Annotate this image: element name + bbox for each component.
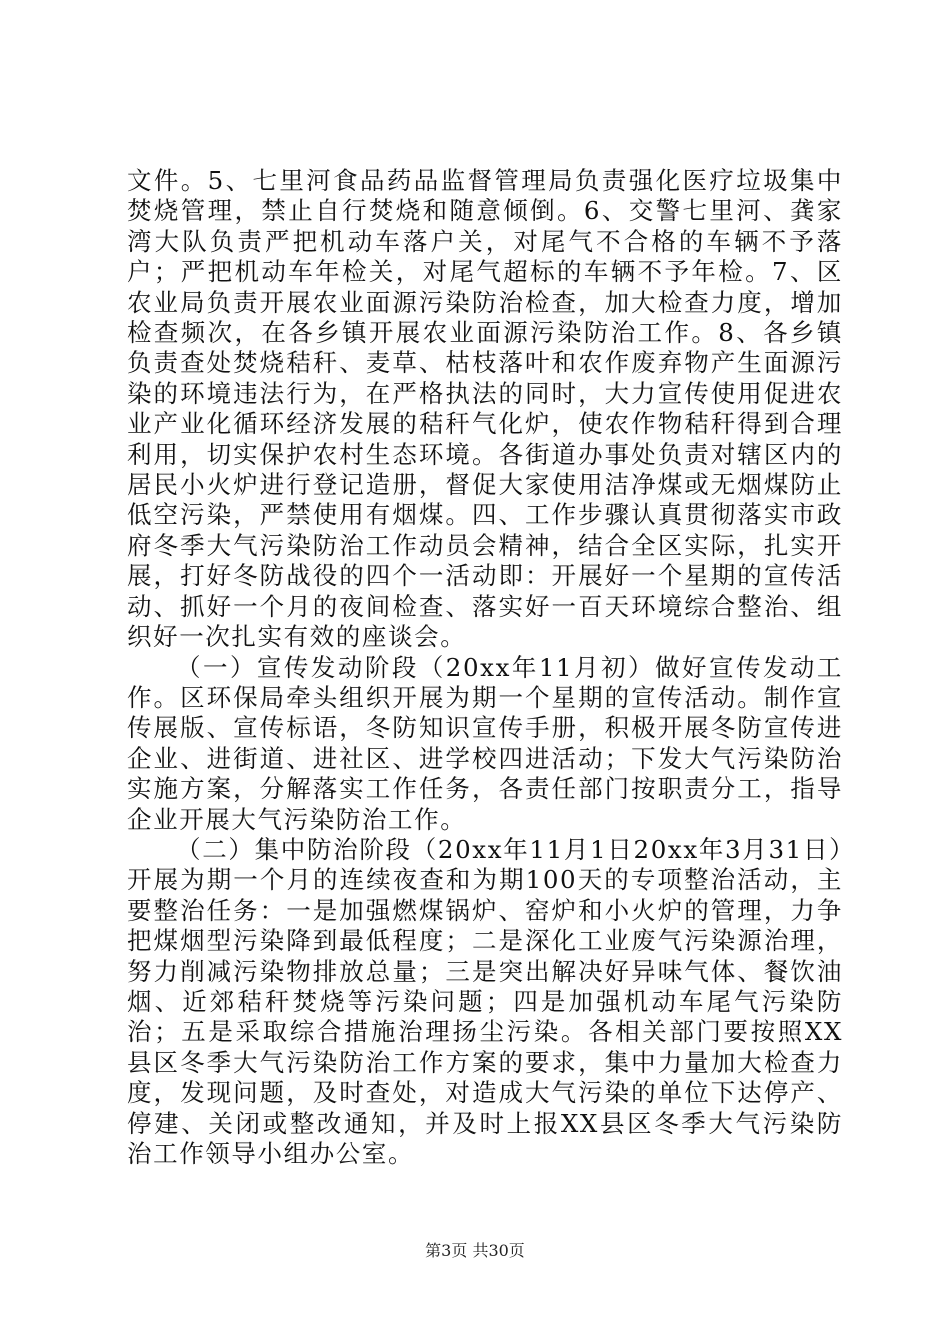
paragraph-concentrated-control-stage: （二）集中防治阶段（20xx年11月1日20xx年3月31日）开展为期一个月的连续夜查和为期100天的专项整治活动，主要整治任务：一是加强燃煤锅炉、窑炉和小火炉的管理，力争把煤烟型污染降到最低程度；二是深化工业废气污染源治理，努力削减污染物排放总量；三是突出解决好异味气体、餐饮油烟、近郊秸秆焚烧等污染问题；四是加强机动车尾气污染防治；五是采取综合措施治理扬尘污染。各相关部门要按照XX县区冬季大气污染防治工作方案的要求，集中力量加大检查力度，发现问题，及时查处，对造成大气污染的单位下达停产、停建、关闭或整改通知，并及时上报XX县区冬季大气污染防治工作领导小组办公室。 <box>127 834 843 1168</box>
page-number-footer: 第3页 共30页 <box>425 1241 525 1260</box>
paragraph-continuation: 文件。5、七里河食品药品监督管理局负责强化医疗垃圾集中焚烧管理，禁止自行焚烧和随意倾倒。6、交警七里河、龚家湾大队负责严把机动车落户关，对尾气不合格的车辆不予落户；严把机动车年检关，对尾气超标的车辆不予年检。7、区农业局负责开展农业面源污染防治检查，加大检查力度，增加检查频次，在各乡镇开展农业面源污染防治工作。8、各乡镇负责查处焚烧秸秆、麦草、枯枝落叶和农作废弃物产生面源污染的环境违法行为，在严格执法的同时，大力宣传使用促进农业产业化循环经济发展的秸秆气化炉，使农作物秸秆得到合理利用，切实保护农村生态环境。各街道办事处负责对辖区内的居民小火炉进行登记造册，督促大家使用洁净煤或无烟煤防止低空污染，严禁使用有烟煤。四、工作步骤认真贯彻落实市政府冬季大气污染防治工作动员会精神，结合全区实际，扎实开展，打好冬防战役的四个一活动即：开展好一个星期的宣传活动、抓好一个月的夜间检查、落实好一百天环境综合整治、组织好一次扎实有效的座谈会。 <box>127 166 843 652</box>
document-body <box>127 166 843 1169</box>
paragraph-publicity-stage: （一）宣传发动阶段（20xx年11月初）做好宣传发动工作。区环保局牵头组织开展为期一个星期的宣传活动。制作宣传展版、宣传标语，冬防知识宣传手册，积极开展冬防宣传进企业、进街道、进社区、进学校四进活动；下发大气污染防治实施方案，分解落实工作任务，各责任部门按职责分工，指导企业开展大气污染防治工作。 <box>127 652 843 834</box>
